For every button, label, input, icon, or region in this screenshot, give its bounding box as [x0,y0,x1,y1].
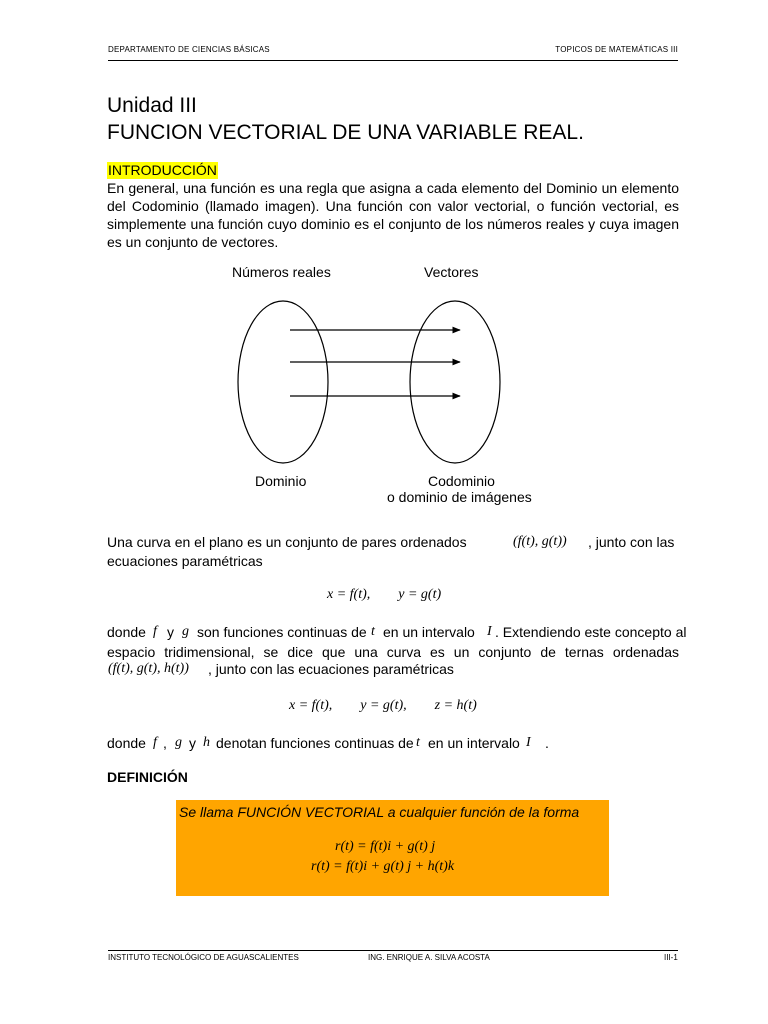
para3-var-g: g [175,735,182,750]
para1-text-c: ecuaciones paramétricas [107,553,263,569]
footer-rule [108,950,678,951]
domain-ellipse [238,301,328,463]
para1-text-b: , junto con las [588,534,675,550]
para3-word-y: y [189,735,196,751]
diagram-label-real-numbers: Números reales [232,264,331,280]
para3-var-I: I [526,735,531,750]
codomain-ellipse [410,301,500,463]
para2-text-b: en un intervalo [383,624,475,640]
para3-word-donde: donde [107,735,146,751]
para2-text-c: . Extendiendo este concepto al [495,624,687,640]
para2-var-g: g [182,624,189,639]
diagram-label-codomain: Codominio [428,473,495,489]
footer-author: ING. ENRIQUE A. SILVA ACOSTA [368,953,490,962]
definition-heading: DEFINICIÓN [107,769,188,785]
para2-word-donde: donde [107,624,146,640]
intro-paragraph: En general, una función es una regla que asigna a cada elemento del Dominio un elemento del Codominio (llamado imagen). Una función con valor vectorial, o función vectorial, es simplemente una función cuyo dominio es el conjunto de los números reales y cuya imagen es un conjunto de vectores. [107,180,679,250]
para2-text-d: , junto con las ecuaciones paramétricas [208,661,454,677]
para1-text-a: Una curva en el plano es un conjunto de pares ordenados [107,534,467,550]
para2-var-t: t [371,624,375,639]
definition-box [176,800,609,896]
parametric-equations-3d: x = f(t), y = g(t), z = h(t) [289,698,477,713]
footer-page-number: III-1 [664,953,678,962]
para3-var-f: f [153,735,157,750]
definition-equation-3d: r(t) = f(t)i + g(t) j + h(t)k [311,859,455,874]
para3-text-b: en un intervalo [428,735,520,751]
para2-ordered-triple: (f(t), g(t), h(t)) [108,661,189,676]
para2-word-y: y [167,624,174,640]
para3-var-t: t [416,735,420,750]
diagram-label-vectors: Vectores [424,264,479,280]
definition-text: Se llama FUNCIÓN VECTORIAL a cualquier función de la forma [179,804,580,820]
para1-ordered-pair: (f(t), g(t)) [513,534,567,549]
para3-period: . [545,735,549,751]
para2-var-f: f [153,624,157,639]
para2-line2: espacio tridimensional, se dice que una curva es un conjunto de ternas ordenadas [107,644,679,660]
chapter-title: FUNCION VECTORIAL DE UNA VARIABLE REAL. [107,121,584,144]
unit-title: Unidad III [107,94,197,117]
footer-institute: INSTITUTO TECNOLÓGICO DE AGUASCALIENTES [108,953,299,962]
para3-text-a: denotan funciones continuas de [216,735,414,751]
para2-text-a: son funciones continuas de [197,624,367,640]
diagram-label-domain: Dominio [255,473,307,489]
para3-comma: , [163,735,167,751]
intro-heading: INTRODUCCIÓN [108,162,217,178]
header-department: DEPARTAMENTO DE CIENCIAS BÁSICAS [108,45,270,54]
header-course: TOPICOS DE MATEMÁTICAS III [555,45,678,54]
para3-var-h: h [203,735,210,750]
diagram-label-image-domain: o dominio de imágenes [387,489,532,505]
definition-equation-2d: r(t) = f(t)i + g(t) j [335,839,436,854]
parametric-equations-2d: x = f(t), y = g(t) [327,587,442,602]
para2-var-I: I [487,624,492,639]
